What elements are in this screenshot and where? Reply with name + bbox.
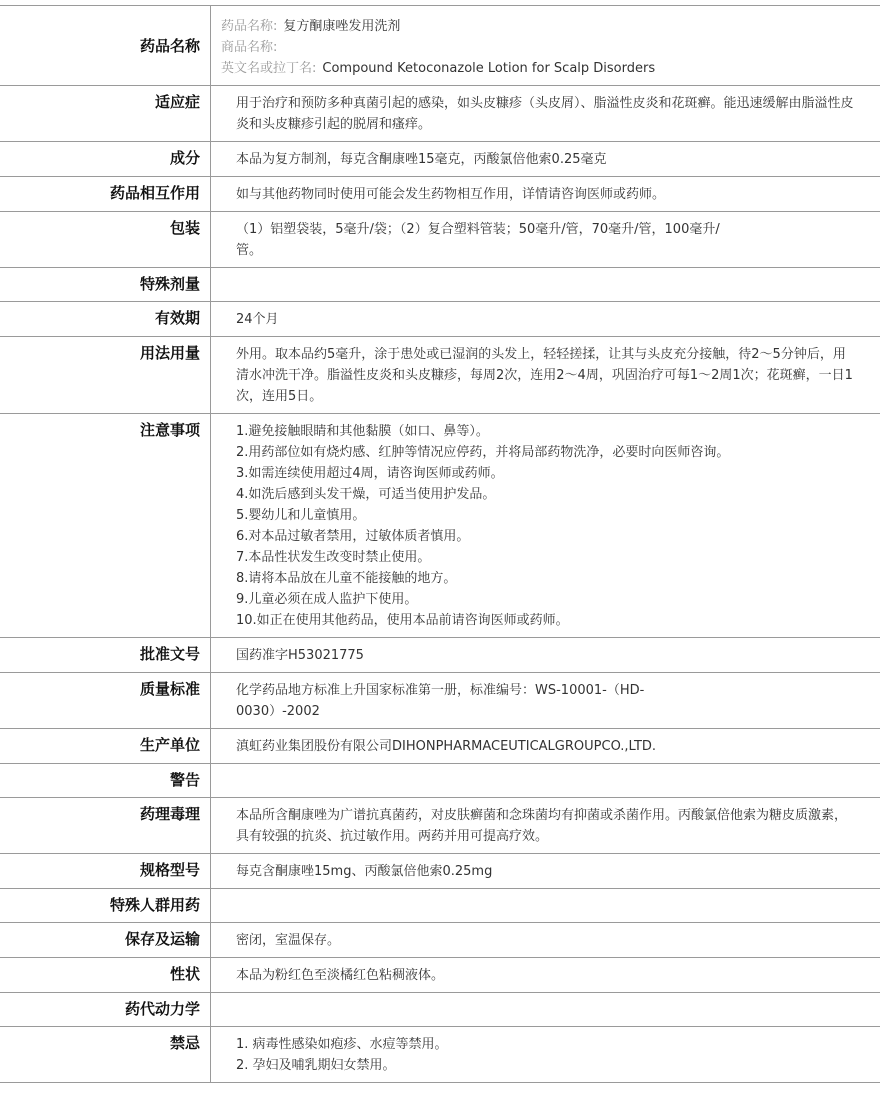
row-value: [211, 1027, 880, 1083]
english-name-line: [221, 58, 870, 79]
row-value: 如与其他药物同时使用可能会发生药物相互作用，详情请咨询医师或药师。: [211, 177, 880, 212]
row-ingredients: [0, 142, 880, 177]
row-value: 化学药品地方标准上升国家标准第一册，标准编号：WS-10001-（HD-0030）-2002: [211, 673, 880, 729]
row-label: 质量标准: [0, 673, 211, 729]
empty-value: [236, 275, 856, 295]
row-label: 成分: [0, 142, 211, 177]
row-specification: [0, 854, 880, 889]
row-label: 生产单位: [0, 729, 211, 764]
row-label: 药理毒理: [0, 798, 211, 854]
row-label: 有效期: [0, 302, 211, 337]
row-value: 密闭，室温保存。: [211, 923, 880, 958]
list-item: 7.本品性状发生改变时禁止使用。: [236, 550, 431, 565]
english-name-value: Compound Ketoconazole Lotion for Scalp Disorders: [322, 61, 656, 76]
row-value: [211, 764, 880, 798]
list-item: 8.请将本品放在儿童不能接触的地方。: [236, 571, 457, 586]
row-precautions: [0, 414, 880, 638]
row-label: 警告: [0, 764, 211, 798]
empty-value: [236, 771, 856, 791]
list-item: 1. 病毒性感染如疱疹、水痘等禁用。: [236, 1037, 448, 1052]
row-value: 外用。取本品约5毫升，涂于患处或已湿润的头发上，轻轻搓揉，让其与头皮充分接触，待2～5分钟后，用清水冲洗干净。脂溢性皮炎和头皮糠疹，每周2次，连用2～4周，巩固治疗可每1～2周1次；花斑癣，一日1次，连用5日。: [211, 337, 880, 414]
drug-name-values: [211, 6, 880, 86]
row-value: 用于治疗和预防多种真菌引起的感染，如头皮糠疹（头皮屑）、脂溢性皮炎和花斑癣。能迅速缓解由脂溢性皮炎和头皮糠疹引起的脱屑和瘙痒。: [211, 86, 880, 142]
list-item: 5.婴幼儿和儿童慎用。: [236, 508, 366, 523]
row-indications: [0, 86, 880, 142]
generic-name-line: [221, 16, 870, 37]
row-special-dosage: [0, 268, 880, 302]
row-label: 规格型号: [0, 854, 211, 889]
list-item: 1.避免接触眼睛和其他黏膜（如口、鼻等）。: [236, 424, 489, 439]
row-label: 特殊人群用药: [0, 889, 211, 923]
row-contraindications: [0, 1027, 880, 1083]
row-label: 包装: [0, 212, 211, 268]
row-approval: [0, 638, 880, 673]
list-item: 6.对本品过敏者禁用，过敏体质者慎用。: [236, 529, 470, 544]
row-label: 注意事项: [0, 414, 211, 638]
empty-value: [236, 896, 856, 916]
trade-name-key: 商品名称:: [221, 40, 278, 55]
row-standard: [0, 673, 880, 729]
list-item: 2. 孕妇及哺乳期妇女禁用。: [236, 1058, 396, 1073]
row-pharmacokinetics: [0, 993, 880, 1027]
row-value: [211, 414, 880, 638]
row-special-population: [0, 889, 880, 923]
row-value: [211, 268, 880, 302]
row-value: [211, 889, 880, 923]
row-value: 本品所含酮康唑为广谱抗真菌药，对皮肤癣菌和念珠菌均有抑菌或杀菌作用。丙酸氯倍他索为糖皮质激素，具有较强的抗炎、抗过敏作用。两药并用可提高疗效。: [211, 798, 880, 854]
row-label: 禁忌: [0, 1027, 211, 1083]
row-manufacturer: [0, 729, 880, 764]
row-value: 国药准字H53021775: [211, 638, 880, 673]
row-label: 用法用量: [0, 337, 211, 414]
row-label: 特殊剂量: [0, 268, 211, 302]
row-warning: [0, 764, 880, 798]
row-usage: [0, 337, 880, 414]
row-value: （1）铝塑袋装，5毫升/袋；（2）复合塑料管装；50毫升/管，70毫升/管，100毫升/管。: [211, 212, 880, 268]
generic-name-key: 药品名称:: [221, 19, 278, 34]
row-label: 批准文号: [0, 638, 211, 673]
drug-info-table: [0, 5, 880, 1083]
row-value: 24个月: [211, 302, 880, 337]
row-label: 性状: [0, 958, 211, 993]
row-value: 每克含酮康唑15mg、丙酸氯倍他索0.25mg: [211, 854, 880, 889]
row-label: 药品名称: [0, 6, 211, 86]
generic-name-value: 复方酮康唑发用洗剂: [283, 19, 401, 34]
list-item: 3.如需连续使用超过4周，请咨询医师或药师。: [236, 466, 504, 481]
row-value: 滇虹药业集团股份有限公司DIHONPHARMACEUTICALGROUPCO.,LTD.: [211, 729, 880, 764]
row-label: 保存及运输: [0, 923, 211, 958]
row-drug-name: [0, 6, 880, 86]
empty-value: [236, 1000, 856, 1020]
row-packaging: [0, 212, 880, 268]
row-value: 本品为复方制剂，每克含酮康唑15毫克，丙酸氯倍他索0.25毫克: [211, 142, 880, 177]
list-item: 9.儿童必须在成人监护下使用。: [236, 592, 418, 607]
row-interactions: [0, 177, 880, 212]
row-label: 药代动力学: [0, 993, 211, 1027]
trade-name-line: [221, 37, 870, 58]
row-appearance: [0, 958, 880, 993]
list-item: 2.用药部位如有烧灼感、红肿等情况应停药，并将局部药物洗净，必要时向医师咨询。: [236, 445, 730, 460]
row-value: [211, 993, 880, 1027]
row-storage: [0, 923, 880, 958]
list-item: 10.如正在使用其他药品，使用本品前请咨询医师或药师。: [236, 613, 569, 628]
row-value: 本品为粉红色至淡橘红色粘稠液体。: [211, 958, 880, 993]
row-label: 药品相互作用: [0, 177, 211, 212]
english-name-key: 英文名或拉丁名:: [221, 61, 317, 76]
row-validity: [0, 302, 880, 337]
row-pharmacology: [0, 798, 880, 854]
list-item: 4.如洗后感到头发干燥，可适当使用护发品。: [236, 487, 496, 502]
row-label: 适应症: [0, 86, 211, 142]
